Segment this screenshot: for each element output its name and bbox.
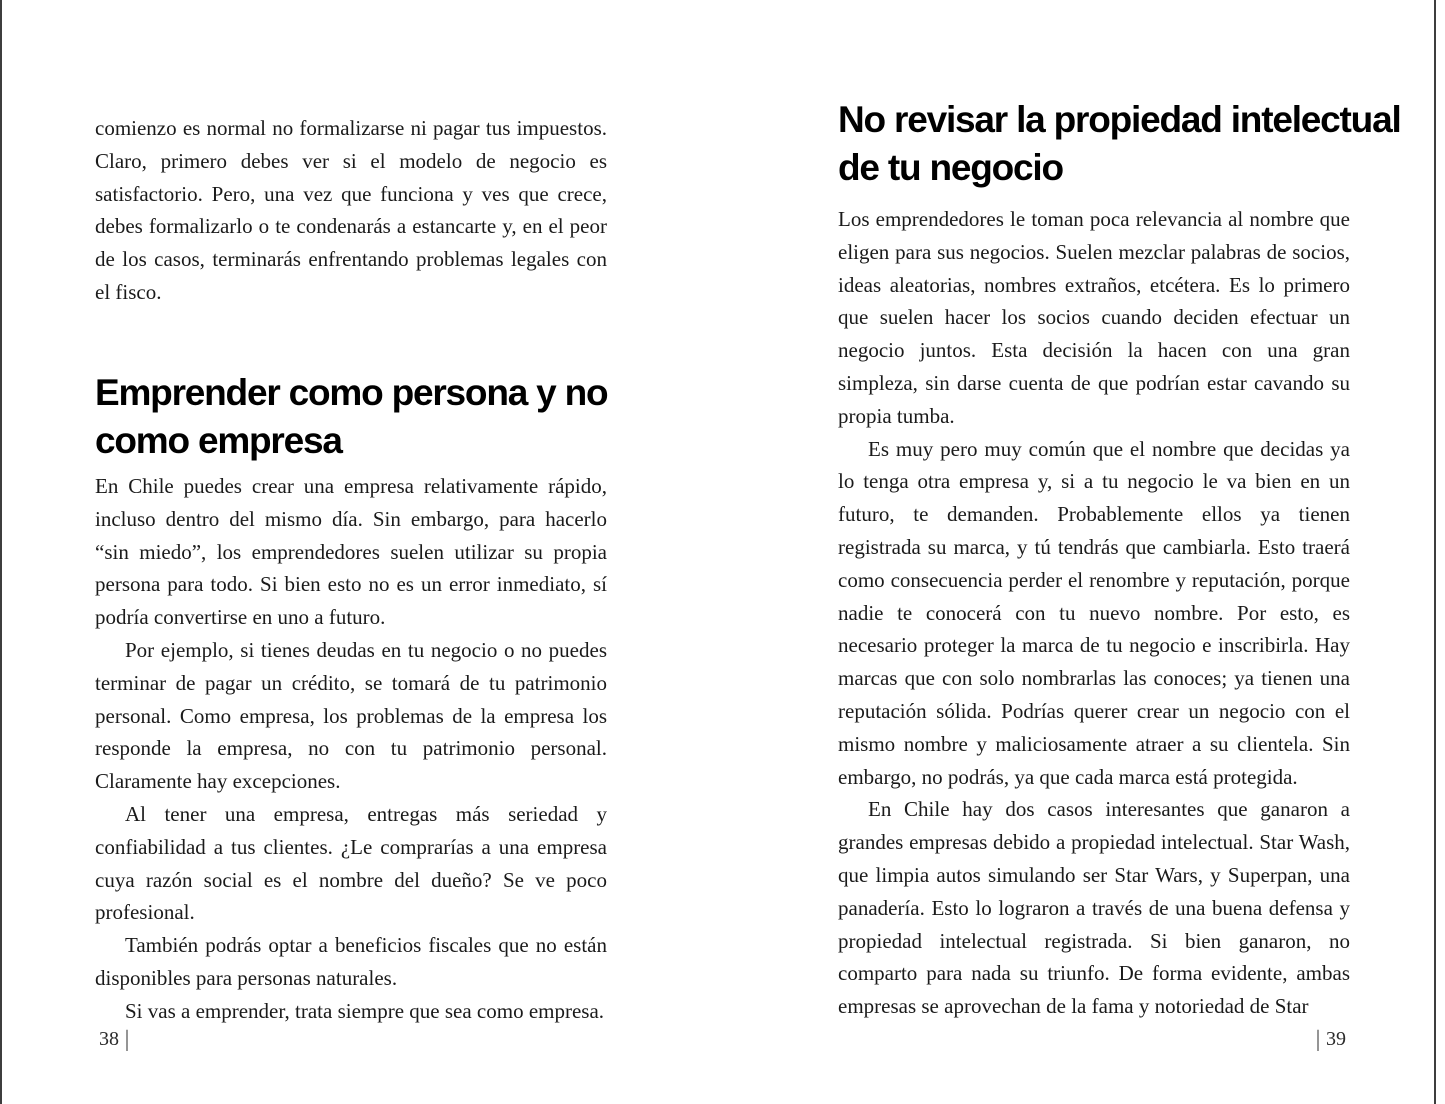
heading-line: Emprender como persona y no	[95, 372, 608, 413]
page-number: 39	[1326, 1028, 1346, 1050]
body-paragraph: Por ejemplo, si tienes deudas en tu negocio o no puedes terminar de pagar un crédito, se tomará de tu patrimonio personal. Como empresa, los problemas de la empresa los responde la empresa, no con tu patrimonio personal. Claramente hay excepciones.	[95, 637, 607, 794]
body-paragraph: En Chile hay dos casos interesantes que ganaron a grandes empresas debido a propiedad intelectual. Star Wash, que limpia autos simulando ser Star Wars, y Superpan, una panadería. Esto lo lograron a través de una buena defensa y propiedad intelectual registrada. Si bien ganaron, no comparto para nada su triunfo. De forma evidente, ambas empresas se aprovechan de la fama y notoriedad de Star	[838, 797, 1350, 1019]
right-page-body	[838, 203, 1350, 1023]
heading-line: como empresa	[95, 420, 342, 461]
body-paragraph: Es muy pero muy común que el nombre que decidas ya lo tenga otra empresa y, si a tu negocio le va bien en un futuro, te demanden. Probablemente ellos ya tienen registrada su marca, y tú tendrás que cambiarla. Esto traerá como consecuencia perder el renombre y reputación, porque nadie te conocerá con tu nuevo nombre. Por esto, es necesario proteger la marca de tu negocio e inscribirla. Hay marcas que con solo nombrarlas las conoces; ya tienen una reputación sólida. Podrías querer crear un negocio con el mismo nombre y maliciosamente atraer a su clientela. Sin embargo, no podrás, ya que cada marca está protegida.	[838, 436, 1350, 789]
body-paragraph: comienzo es normal no formalizarse ni pagar tus impuestos. Claro, primero debes ver si el modelo de negocio es satisfactorio. Pero, una vez que funciona y ves que crece, debes formalizarlo o te condenarás a estancarte y, en el peor de los casos, terminarás enfrentando problemas legales con el fisco.	[95, 116, 607, 304]
page-number: 38	[99, 1028, 119, 1050]
heading-line: No revisar la propiedad intelectual	[838, 99, 1401, 140]
left-page-section-heading	[95, 369, 715, 465]
body-paragraph: En Chile puedes crear una empresa relativamente rápido, incluso dentro del mismo día. Sin embargo, para hacerlo “sin miedo”, los emprendedores suelen utilizar su propia persona para todo. Si bien esto no es un error inmediato, sí podría convertirse en uno a futuro.	[95, 474, 607, 630]
left-page-footer	[95, 1026, 607, 1052]
footer-divider: |	[125, 1026, 130, 1052]
right-page-section-heading	[838, 96, 1445, 192]
right-page-footer	[838, 1026, 1350, 1052]
body-paragraph: También podrás optar a beneficios fiscales que no están disponibles para personas naturales.	[95, 933, 607, 990]
page-edge-left	[0, 0, 2, 1104]
heading-line: de tu negocio	[838, 147, 1063, 188]
body-paragraph: Los emprendedores le toman poca relevancia al nombre que eligen para sus negocios. Suelen mezclar palabras de socios, ideas aleatorias, nombres extraños, etcétera. Es lo primero que suelen hacer los socios cuando deciden efectuar un negocio juntos. Esta decisión la hacen con una gran simpleza, sin darse cuenta de que podrían estar cavando su propia tumba.	[838, 207, 1350, 428]
body-paragraph: Al tener una empresa, entregas más seriedad y confiabilidad a tus clientes. ¿Le comprarías a una empresa cuya razón social es el nombre del dueño? Se ve poco profesional.	[95, 801, 607, 925]
body-paragraph: Si vas a emprender, trata siempre que sea como empresa.	[125, 998, 605, 1023]
left-page-body	[95, 470, 607, 1028]
footer-divider: |	[1315, 1026, 1320, 1052]
left-page-intro-paragraph	[95, 112, 607, 309]
